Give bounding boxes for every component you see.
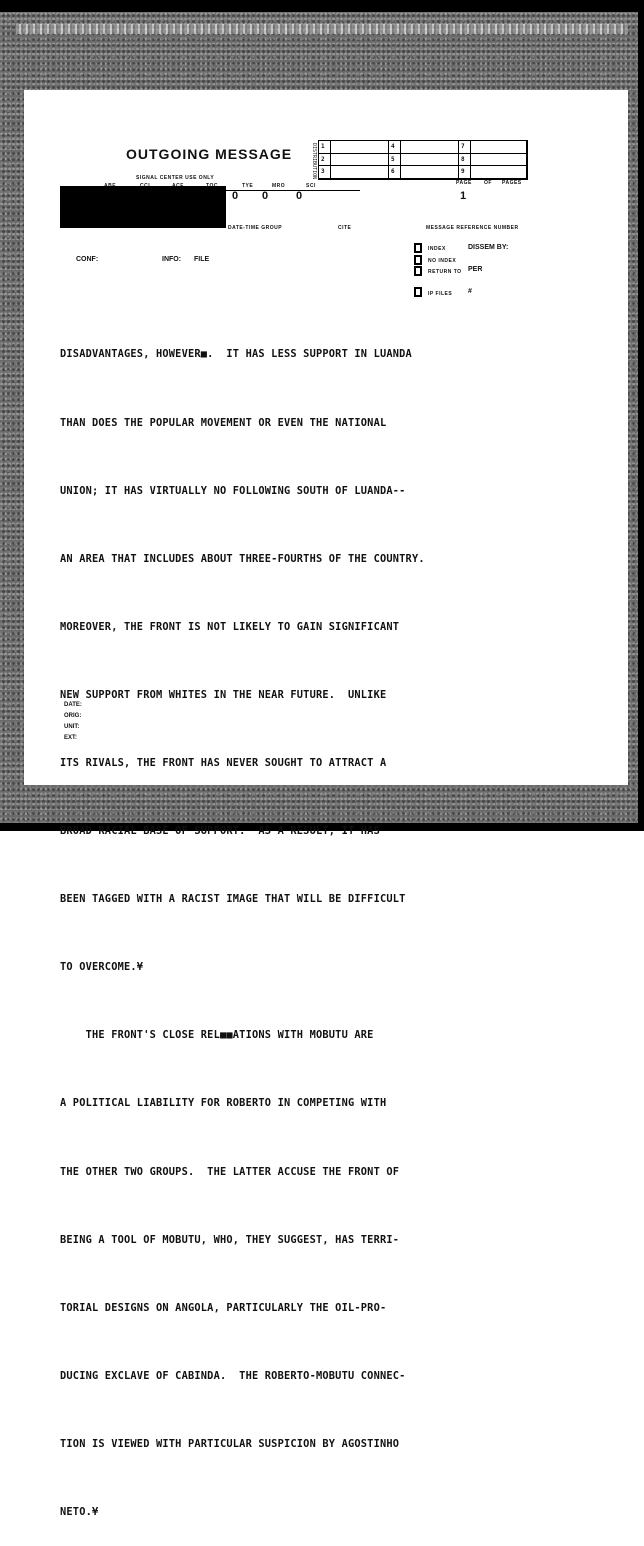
body-line: BROAD RACIAL BASE OF SUPPORT. AS A RESULT, IT HAS [60,825,380,838]
page-number: 1 [460,190,467,202]
info-value: FILE [194,256,210,263]
unit-label: UNIT: [64,724,80,730]
distribution-grid [311,140,528,180]
grid-cell [401,154,459,167]
body-line: THE FRONT'S CLOSE REL■■ATIONS WITH MOBUTU ARE [60,1029,374,1042]
col-label-mro: MRO [272,183,286,189]
body-line: BEING A TOOL OF MOBUTU, WHO, THEY SUGGEST, HAS TERRI- [60,1233,400,1246]
dtg-label: DATE-TIME GROUP [228,225,283,231]
body-line: NEW SUPPORT FROM WHITES IN THE NEAR FUTURE. UNLIKE [60,688,387,701]
ip-files-label: IP FILES [428,291,453,297]
msg-ref-label: MESSAGE REFERENCE NUMBER [426,225,519,231]
grid-cell [471,154,527,167]
grid-cell-7: 7 [459,141,471,154]
ip-files-checkbox[interactable] [414,287,422,297]
footer-fields [64,700,82,744]
of-label: OF [484,180,492,186]
grid-cell [401,141,459,154]
scan-edge-top [0,0,644,12]
redaction-block [60,186,226,228]
grid-cell-2: 2 [319,154,331,167]
form-title: OUTGOING MESSAGE [126,146,293,162]
per-label: PER [468,266,483,273]
grid-cell-8: 8 [459,154,471,167]
body-line: ITS RIVALS, THE FRONT HAS NEVER SOUGHT TO ATTRACT A [60,756,387,769]
body-line: TORIAL DESIGNS ON ANGOLA, PARTICULARLY THE OIL-PRO- [60,1301,387,1314]
body-line: THE OTHER TWO GROUPS. THE LATTER ACCUSE THE FRONT OF [60,1165,400,1178]
index-label: INDEX [428,246,446,252]
grid-cell [331,154,389,167]
body-line: DUCING EXCLAVE OF CABINDA. THE ROBERTO-MOBUTU CONNEC- [60,1369,406,1382]
grid-cell [401,166,459,179]
index-checkbox[interactable] [414,243,422,253]
mark-3: 0 [296,190,303,202]
mark-1: 0 [232,190,239,202]
signal-center-label: SIGNAL CENTER USE ONLY [136,175,215,181]
grid-cell-6: 6 [389,166,401,179]
body-line: THAN DOES THE POPULAR MOVEMENT OR EVEN THE NATIONAL [60,416,387,429]
date-label: DATE: [64,702,82,708]
distribution-label: DISTRIBUTION [311,143,317,180]
grid-cell-5: 5 [389,154,401,167]
grid-cell-1: 1 [319,141,331,154]
hash-mark: # [468,288,472,295]
body-line: DISADVANTAGES, HOWEVER■. IT HAS LESS SUPPORT IN LUANDA [60,348,412,361]
grid-cell-9: 9 [459,166,471,179]
scan-edge-right [638,0,644,831]
orig-label: ORIG: [64,713,82,719]
mark-2: 0 [262,190,269,202]
grid-cell [471,166,527,179]
body-line: NETO.¥ [60,1506,99,1518]
col-label-tye: TYE [242,183,254,189]
pages-label: PAGES [502,180,522,186]
page-label: PAGE [456,180,472,186]
info-label: INFO: [162,256,182,263]
no-index-label: NO INDEX [428,258,457,264]
ext-label: EXT: [64,735,78,741]
body-line: MOREOVER, THE FRONT IS NOT LIKELY TO GAIN SIGNIFICANT [60,620,400,633]
grid-cell [331,166,389,179]
grid-cell-3: 3 [319,166,331,179]
body-line: TO OVERCOME.¥ [60,961,144,974]
grid-cell [471,141,527,154]
dissem-by-label: DISSEM BY: [468,244,509,251]
body-line: A POLITICAL LIABILITY FOR ROBERTO IN COMPETING WITH [60,1097,387,1110]
cite-label: CITE [338,225,352,231]
return-to-label: RETURN TO [428,269,462,275]
grid-cell [331,141,389,154]
conf-label: CONF: [76,256,99,263]
body-line: UNION; IT HAS VIRTUALLY NO FOLLOWING SOUTH OF LUANDA-- [60,484,406,497]
scan-strip [16,24,628,34]
col-label-sci: SCI [306,183,316,189]
body-line: TION IS VIEWED WITH PARTICULAR SUSPICION BY AGOSTINHO [60,1437,400,1450]
no-index-checkbox[interactable] [414,255,422,265]
body-line: AN AREA THAT INCLUDES ABOUT THREE-FOURTHS OF THE COUNTRY. [60,552,425,565]
return-to-checkbox[interactable] [414,266,422,276]
body-line: BEEN TAGGED WITH A RACIST IMAGE THAT WILL BE DIFFICULT [60,893,406,906]
message-body [60,298,460,1546]
grid-cell-4: 4 [389,141,401,154]
